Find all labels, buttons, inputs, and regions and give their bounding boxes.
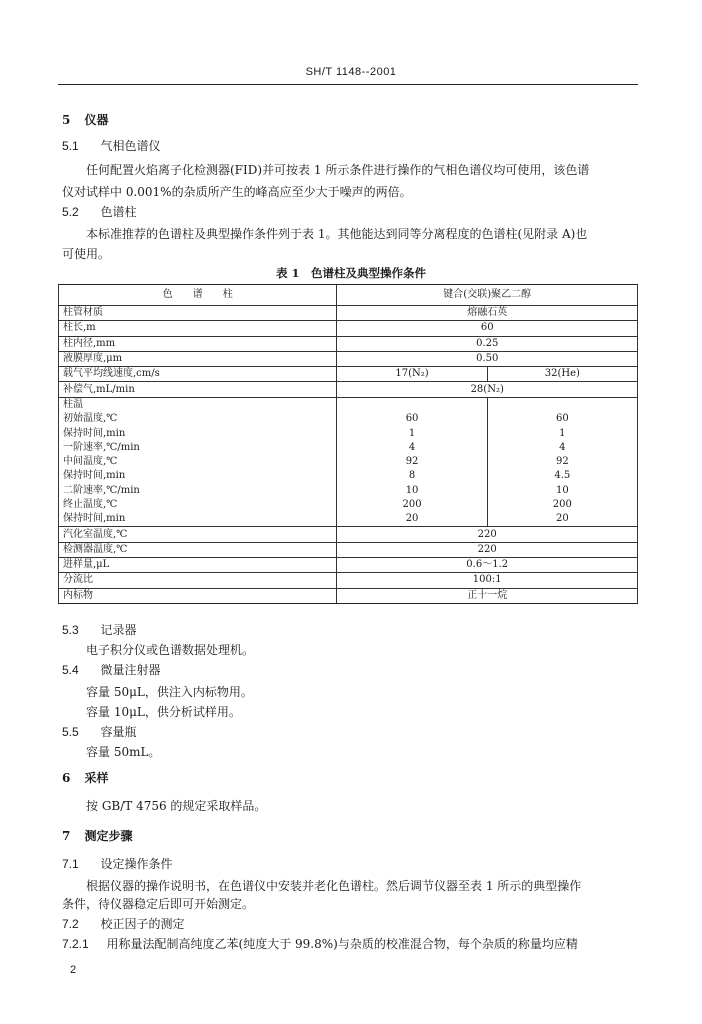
table-row <box>59 455 638 469</box>
parameter-value-cell: 0.50 <box>337 351 638 366</box>
section-number: 7.1 <box>62 857 79 871</box>
parameter-value-n2-cell: 8 <box>337 469 487 483</box>
section-title: 设定操作条件 <box>100 857 173 871</box>
table-row <box>59 498 638 512</box>
section-number: 5.2 <box>62 205 79 219</box>
parameter-value-he-cell: 10 <box>487 484 637 498</box>
parameter-name-cell: 补偿气,mL/min <box>59 382 337 397</box>
table-row <box>59 573 638 588</box>
parameter-name-cell: 汽化室温度,℃ <box>59 527 337 542</box>
parameter-value-n2-cell: 10 <box>337 484 487 498</box>
parameter-name-cell: 保持时间,min <box>59 512 337 527</box>
parameter-name-cell: 内标物 <box>59 588 337 603</box>
table-row <box>59 441 638 455</box>
section-title: 校正因子的测定 <box>100 917 185 931</box>
header-rule <box>58 84 638 85</box>
table-row <box>59 412 638 426</box>
section-5-5-heading <box>62 724 137 740</box>
parameter-value-cell: 0.6～1.2 <box>337 558 638 573</box>
table-row <box>59 527 638 542</box>
parameter-value-cell: 220 <box>337 527 638 542</box>
section-5-2-heading <box>62 204 137 220</box>
paragraph-line: 容量 50μL，供注入内标物用。 <box>86 685 253 699</box>
paragraph-line: 按 GB/T 4756 的规定采取样品。 <box>86 799 267 813</box>
table-row <box>59 382 638 397</box>
table-row <box>59 306 638 321</box>
section-7-2-1-line <box>62 936 578 952</box>
parameter-name-cell: 分流比 <box>59 573 337 588</box>
section-number: 5 <box>62 113 71 127</box>
paragraph-line: 容量 50mL。 <box>86 745 161 759</box>
parameter-value-he-cell: 200 <box>487 498 637 512</box>
section-number: 7 <box>62 829 71 843</box>
table-row <box>59 426 638 440</box>
parameter-value-cell: 正十一烷 <box>337 588 638 603</box>
section-number: 5.4 <box>62 663 79 677</box>
parameter-name-cell: 柱长,m <box>59 321 337 336</box>
conditions-table <box>58 284 638 604</box>
parameter-value-he-cell <box>487 397 637 412</box>
parameter-value-n2-cell: 60 <box>337 412 487 426</box>
section-title: 气相色谱仪 <box>100 139 161 153</box>
parameter-name-cell: 载气平均线速度,cm/s <box>59 367 337 382</box>
parameter-value-n2-cell: 1 <box>337 426 487 440</box>
parameter-name-cell: 初始温度,℃ <box>59 412 337 426</box>
table-row <box>59 512 638 527</box>
paragraph-line: 可使用。 <box>62 247 111 261</box>
table-row <box>59 588 638 603</box>
parameter-value-he-cell: 4 <box>487 441 637 455</box>
parameter-name-cell: 检测器温度,℃ <box>59 542 337 557</box>
section-title: 色谱柱 <box>100 205 137 219</box>
standard-code: SH/T 1148--2001 <box>305 66 397 78</box>
section-number: 6 <box>62 771 71 785</box>
paragraph-line: 容量 10μL，供分析试样用。 <box>86 705 241 719</box>
section-title: 采样 <box>84 771 109 785</box>
parameter-value-n2-cell: 4 <box>337 441 487 455</box>
parameter-name-cell: 柱管材质 <box>59 306 337 321</box>
paragraph-line: 电子积分仪或色谱数据处理机。 <box>86 643 255 657</box>
section-number: 5.1 <box>62 139 79 153</box>
parameter-name-cell: 保持时间,min <box>59 469 337 483</box>
parameter-name-cell: 一阶速率,℃/min <box>59 441 337 455</box>
section-7-2-heading <box>62 916 185 932</box>
parameter-value-cell: 0.25 <box>337 336 638 351</box>
parameter-value-he-cell: 1 <box>487 426 637 440</box>
section-5-heading <box>62 112 109 128</box>
parameter-name-cell: 保持时间,min <box>59 426 337 440</box>
paragraph-line: 仪对试样中 0.001%的杂质所产生的峰高应至少大于噪声的两倍。 <box>62 185 412 199</box>
parameter-value-he-cell: 92 <box>487 455 637 469</box>
section-number: 5.3 <box>62 623 79 637</box>
section-title: 微量注射器 <box>100 663 161 677</box>
section-number: 7.2 <box>62 917 79 931</box>
parameter-value-cell: 28(N₂) <box>337 382 638 397</box>
table-row <box>59 469 638 483</box>
parameter-name-cell: 柱内径,mm <box>59 336 337 351</box>
parameter-value-cell: 60 <box>337 321 638 336</box>
section-5-1-heading <box>62 138 161 154</box>
table-caption: 表 1 色谱柱及典型操作条件 <box>275 266 426 280</box>
section-number: 7.2.1 <box>62 937 89 951</box>
section-title: 记录器 <box>100 623 137 637</box>
section-title: 容量瓶 <box>100 725 137 739</box>
section-7-heading <box>62 828 133 844</box>
parameter-name-cell: 终止温度,℃ <box>59 498 337 512</box>
parameter-name-cell: 中间温度,℃ <box>59 455 337 469</box>
parameter-name-cell: 液膜厚度,μm <box>59 351 337 366</box>
section-6-heading <box>62 770 109 786</box>
table-header-cell: 键合(交联)聚乙二醇 <box>337 285 638 306</box>
page-number: 2 <box>70 964 77 976</box>
parameter-value-he-cell: 20 <box>487 512 637 527</box>
table-row <box>59 321 638 336</box>
section-7-1-heading <box>62 856 173 872</box>
table-row <box>59 336 638 351</box>
parameter-value-cell: 220 <box>337 542 638 557</box>
parameter-value-n2-cell <box>337 397 487 412</box>
section-number: 5.5 <box>62 725 79 739</box>
section-title: 仪器 <box>84 113 109 127</box>
parameter-value-cell: 100:1 <box>337 573 638 588</box>
parameter-name-cell: 进样量,μL <box>59 558 337 573</box>
parameter-name-cell: 二阶速率,℃/min <box>59 484 337 498</box>
parameter-value-he-cell: 32(He) <box>487 367 637 382</box>
paragraph-line: 条件，待仪器稳定后即可开始测定。 <box>62 897 255 911</box>
table-row <box>59 542 638 557</box>
section-5-4-heading <box>62 662 161 678</box>
table-header-row <box>59 285 638 306</box>
section-title: 测定步骤 <box>84 829 133 843</box>
parameter-value-n2-cell: 20 <box>337 512 487 527</box>
table-row <box>59 484 638 498</box>
parameter-value-n2-cell: 17(N₂) <box>337 367 487 382</box>
paragraph-line: 本标准推荐的色谱柱及典型操作条件列于表 1。其他能达到同等分离程度的色谱柱(见附录 A)也 <box>86 227 588 241</box>
table-row <box>59 367 638 382</box>
table-header-cell: 色 谱 柱 <box>59 285 337 306</box>
parameter-value-n2-cell: 92 <box>337 455 487 469</box>
paragraph-line: 任何配置火焰离子化检测器(FID)并可按表 1 所示条件进行操作的气相色谱仪均可使用，该色谱 <box>86 163 590 177</box>
parameter-name-cell: 柱温 <box>59 397 337 412</box>
table-row <box>59 558 638 573</box>
table-row <box>59 351 638 366</box>
table-row <box>59 397 638 412</box>
parameter-value-he-cell: 60 <box>487 412 637 426</box>
section-5-3-heading <box>62 622 137 638</box>
parameter-value-he-cell: 4.5 <box>487 469 637 483</box>
paragraph-line: 根据仪器的操作说明书，在色谱仪中安装并老化色谱柱。然后调节仪器至表 1 所示的典型操作 <box>86 879 582 893</box>
parameter-value-cell: 熔融石英 <box>337 306 638 321</box>
parameter-value-n2-cell: 200 <box>337 498 487 512</box>
paragraph-line: 用称量法配制高纯度乙苯(纯度大于 99.8%)与杂质的校准混合物，每个杂质的称量均应精 <box>106 937 578 951</box>
